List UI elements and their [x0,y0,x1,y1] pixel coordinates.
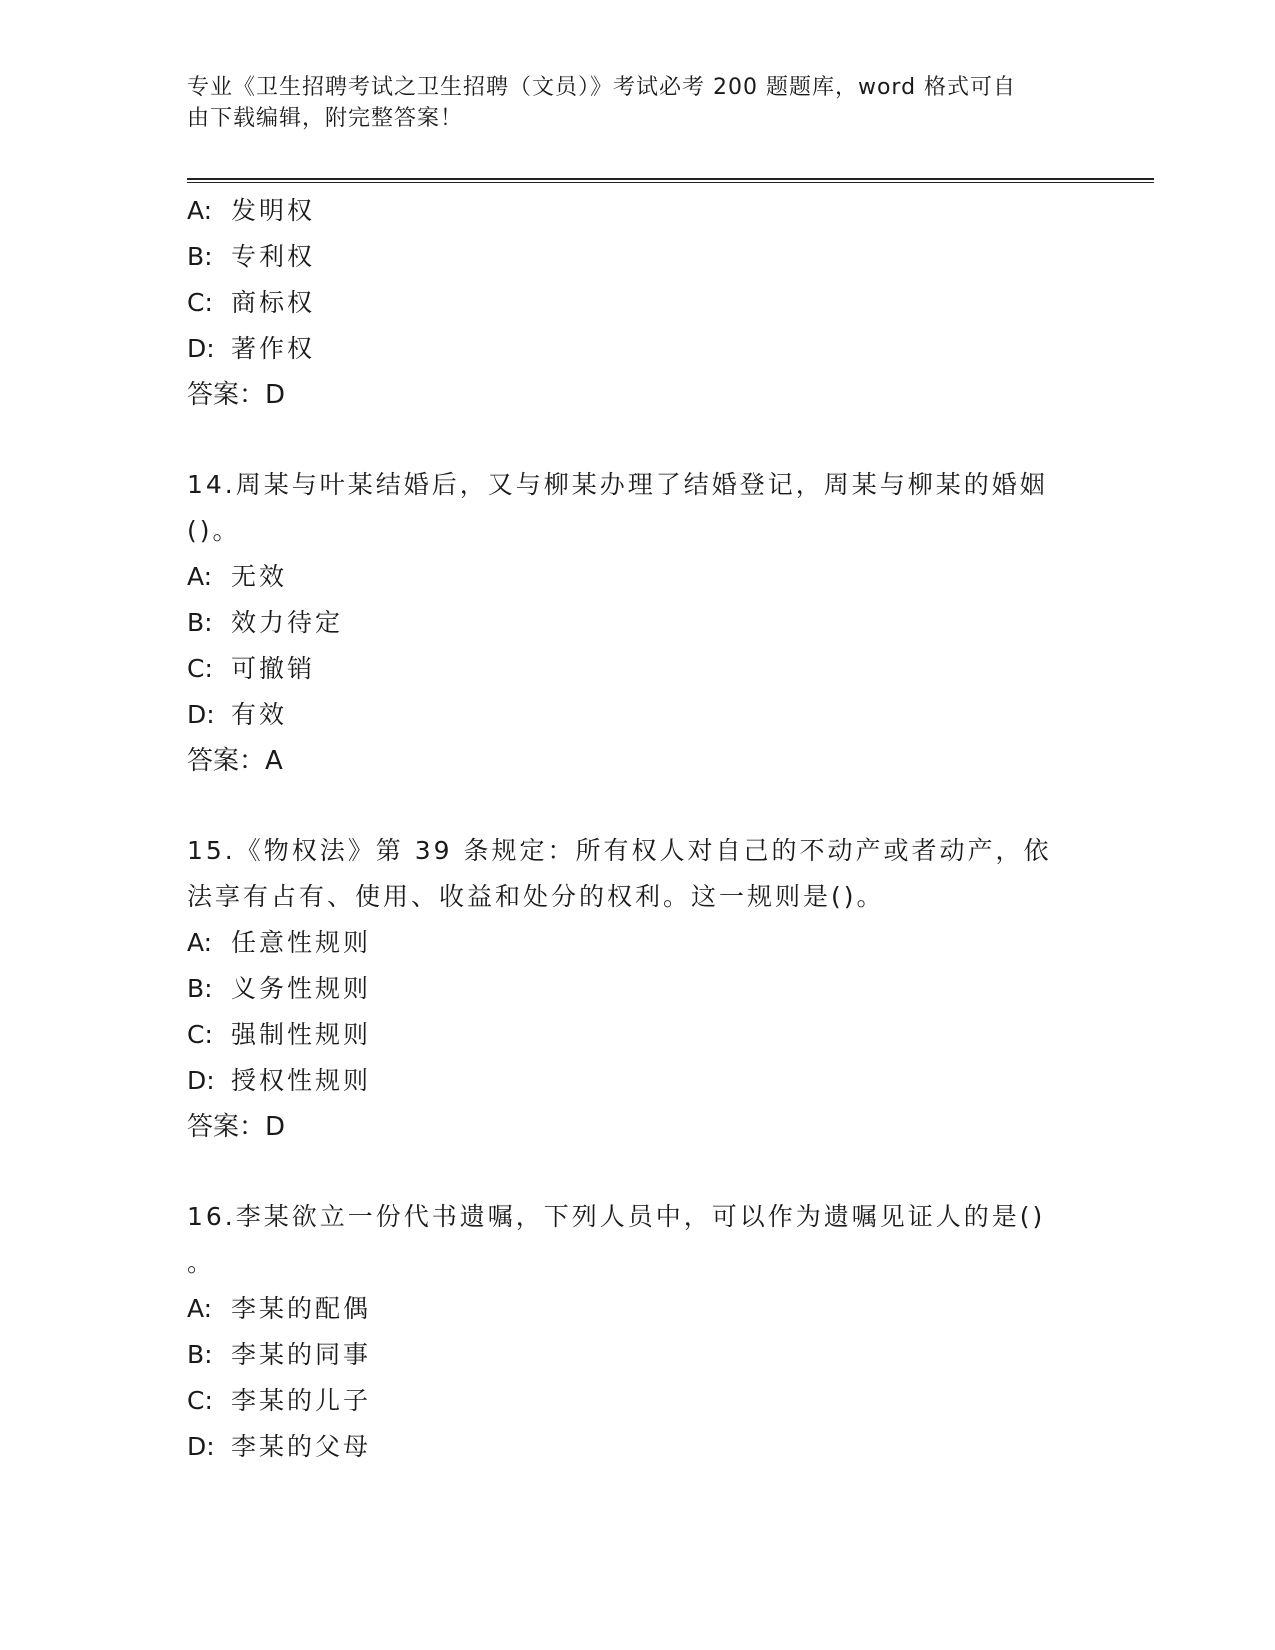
document-header [187,72,1087,134]
option-key: A: [187,562,213,591]
option-a [187,554,1087,600]
answer-label: 答案： [187,1112,266,1142]
option-text: 无效 [231,562,288,591]
option-d [187,1424,1087,1470]
option-text: 任意性规则 [231,928,372,957]
question-block-16 [187,1194,1087,1470]
option-key: B: [187,608,213,637]
option-c [187,1378,1087,1424]
option-text: 商标权 [231,288,316,317]
question-text [187,462,1077,554]
option-b [187,600,1087,646]
answer-line [187,738,1087,784]
answer-value: A [265,746,283,776]
option-key: C: [187,288,213,317]
option-c [187,646,1087,692]
option-text: 可撤销 [231,654,316,683]
option-text: 李某的配偶 [231,1294,372,1323]
question-list [187,188,1087,1470]
option-key: B: [187,1340,213,1369]
option-text: 李某的父母 [231,1432,372,1461]
header-divider-thick [187,178,1154,180]
question-line-2: 。 [187,1248,216,1277]
question-block-15 [187,828,1087,1150]
question-line-1: 15.《物权法》第 39 条规定：所有权人对自己的不动产或者动产，依 [187,836,1052,865]
question-line-1: 14.周某与叶某结婚后，又与柳某办理了结婚登记，周某与柳某的婚姻 [187,470,1048,499]
option-key: A: [187,928,213,957]
option-d [187,1058,1087,1104]
option-key: D: [187,1066,215,1095]
header-divider-thin [187,182,1154,183]
option-text: 有效 [231,700,288,729]
header-line-2: 由下载编辑，附完整答案！ [187,106,464,131]
option-c [187,280,1087,326]
option-key: D: [187,1432,215,1461]
question-line-2: 法享有占有、使用、收益和处分的权利。这一规则是()。 [187,882,885,911]
option-b [187,1332,1087,1378]
option-text: 义务性规则 [231,974,372,1003]
answer-label: 答案： [187,380,266,410]
question-line-2: ()。 [187,516,241,545]
option-key: B: [187,974,213,1003]
option-text: 著作权 [231,334,316,363]
question-text [187,1194,1077,1286]
answer-line [187,1104,1087,1150]
option-text: 李某的同事 [231,1340,372,1369]
answer-label: 答案： [187,746,266,776]
header-line-1: 专业《卫生招聘考试之卫生招聘（文员）》考试必考 200 题题库，word 格式可自 [187,75,1017,100]
option-a [187,920,1087,966]
question-text [187,828,1077,920]
option-b [187,966,1087,1012]
option-text: 授权性规则 [231,1066,372,1095]
option-d [187,326,1087,372]
option-text: 效力待定 [231,608,344,637]
option-text: 发明权 [231,196,316,225]
question-block-14 [187,462,1087,784]
option-key: C: [187,654,213,683]
option-text: 专利权 [231,242,316,271]
option-a [187,1286,1087,1332]
option-d [187,692,1087,738]
option-key: B: [187,242,213,271]
answer-value: D [265,1112,286,1142]
option-text: 李某的儿子 [231,1386,372,1415]
option-key: C: [187,1386,213,1415]
option-a [187,188,1087,234]
option-key: C: [187,1020,213,1049]
option-c [187,1012,1087,1058]
question-line-1: 16.李某欲立一份代书遗嘱，下列人员中，可以作为遗嘱见证人的是() [187,1202,1046,1231]
option-text: 强制性规则 [231,1020,372,1049]
option-key: A: [187,196,213,225]
option-key: D: [187,700,215,729]
question-block-13 [187,188,1087,418]
answer-line [187,372,1087,418]
answer-value: D [265,380,286,410]
option-key: D: [187,334,215,363]
option-b [187,234,1087,280]
option-key: A: [187,1294,213,1323]
